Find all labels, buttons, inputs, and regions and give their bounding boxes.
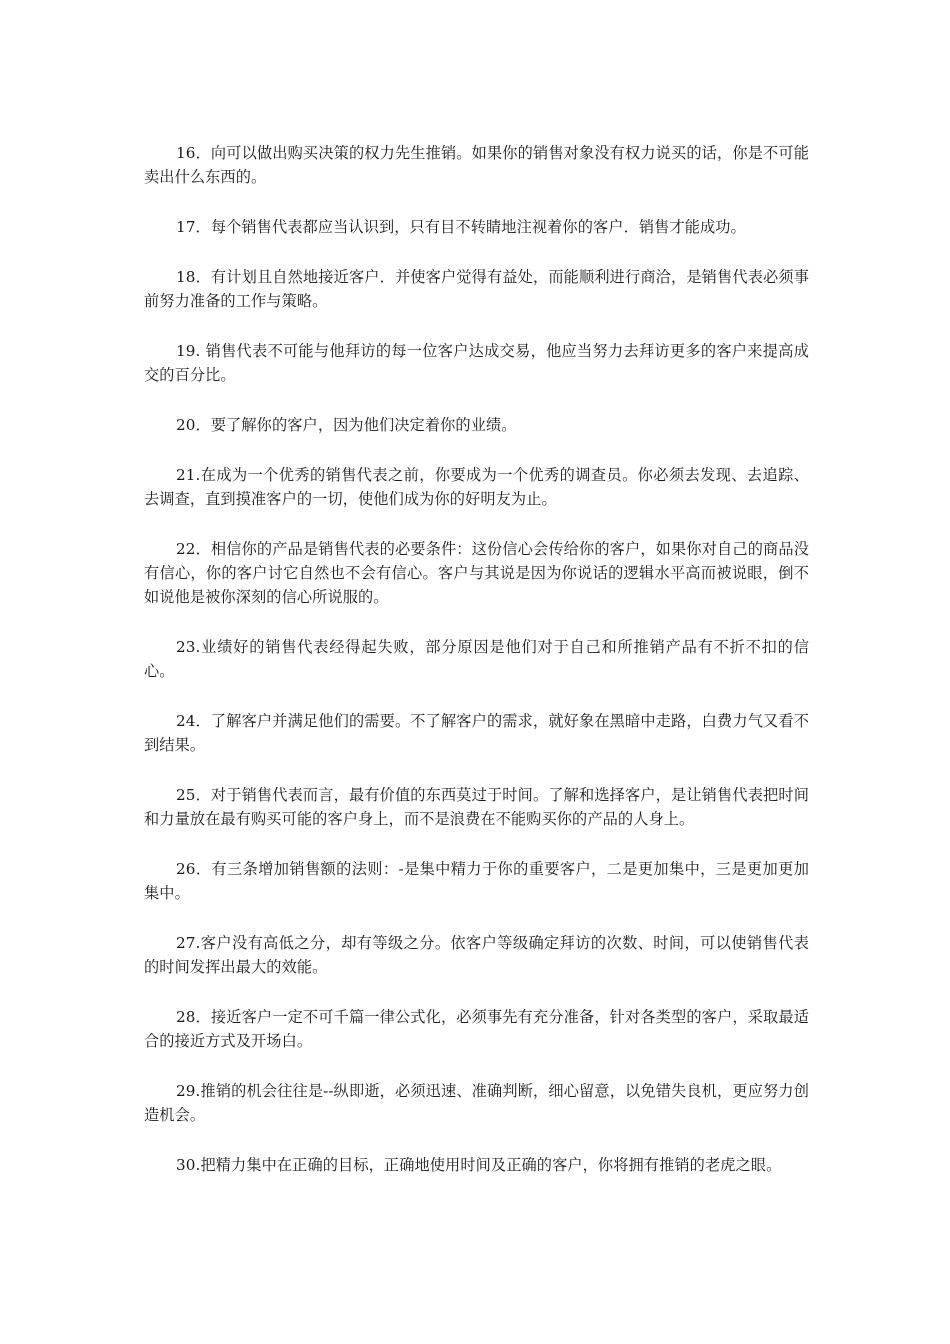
paragraph-25: 25．对于销售代表而言，最有价值的东西莫过于时间。了解和选择客户，是让销售代表把时间和力量放在最有购买可能的客户身上，而不是浪费在不能购买你的产品的人身上。 xyxy=(144,786,809,828)
paragraph-30: 30.把精力集中在正确的目标，正确地使用时间及正确的客户，你将拥有推销的老虎之眼。 xyxy=(176,1156,782,1174)
paragraph-27: 27.客户没有高低之分，却有等级之分。依客户等级确定拜访的次数、时间，可以使销售代表的时间发挥出最大的效能。 xyxy=(144,934,809,976)
paragraph-21: 21.在成为一个优秀的销售代表之前，你要成为一个优秀的调查员。你必须去发现、去追踪、去调查，直到摸准客户的一切，使他们成为你的好明友为止。 xyxy=(144,466,809,508)
paragraph-20: 20．要了解你的客户，因为他们决定着你的业绩。 xyxy=(176,416,517,434)
paragraph-29: 29.推销的机会往往是--纵即逝，必须迅速、准确判断，细心留意，以免错失良机，更应努力创造机会。 xyxy=(144,1082,809,1124)
paragraph-24: 24．了解客户并满足他们的需要。不了解客户的需求，就好象在黑暗中走路，白费力气又看不到结果。 xyxy=(144,712,809,754)
paragraph-22: 22．相信你的产品是销售代表的必要条件：这份信心会传给你的客户，如果你对自己的商品没有信心，你的客户讨它自然也不会有信心。客户与其说是因为你说话的逻辑水平高而被说眼，倒不如说他是被你深刻的信心所说服的。 xyxy=(144,540,809,606)
paragraph-18: 18．有计划且自然地接近客户．并使客户觉得有益处，而能顺利进行商洽，是销售代表必须事前努力准备的工作与策略。 xyxy=(144,268,809,310)
document-body xyxy=(144,141,809,1203)
paragraph-16: 16．向可以做出购买决策的权力先生推销。如果你的销售对象没有权力说买的话，你是不可能卖出什么东西的。 xyxy=(144,144,809,186)
paragraph-26: 26．有三条增加销售额的法则：-是集中精力于你的重要客户，二是更加集中，三是更加更加集中。 xyxy=(144,860,809,902)
paragraph-19: 19. 销售代表不可能与他拜访的每一位客户达成交易，他应当努力去拜访更多的客户来提高成交的百分比。 xyxy=(144,342,809,384)
paragraph-28: 28．接近客户一定不可千篇一律公式化，必须事先有充分准备，针对各类型的客户，采取最适合的接近方式及开场白。 xyxy=(144,1008,809,1050)
paragraph-17: 17．每个销售代表都应当认识到，只有目不转睛地注视着你的客户．销售才能成功。 xyxy=(176,218,746,236)
paragraph-23: 23.业绩好的销售代表经得起失败，部分原因是他们对于自己和所推销产品有不折不扣的信心。 xyxy=(144,638,809,680)
